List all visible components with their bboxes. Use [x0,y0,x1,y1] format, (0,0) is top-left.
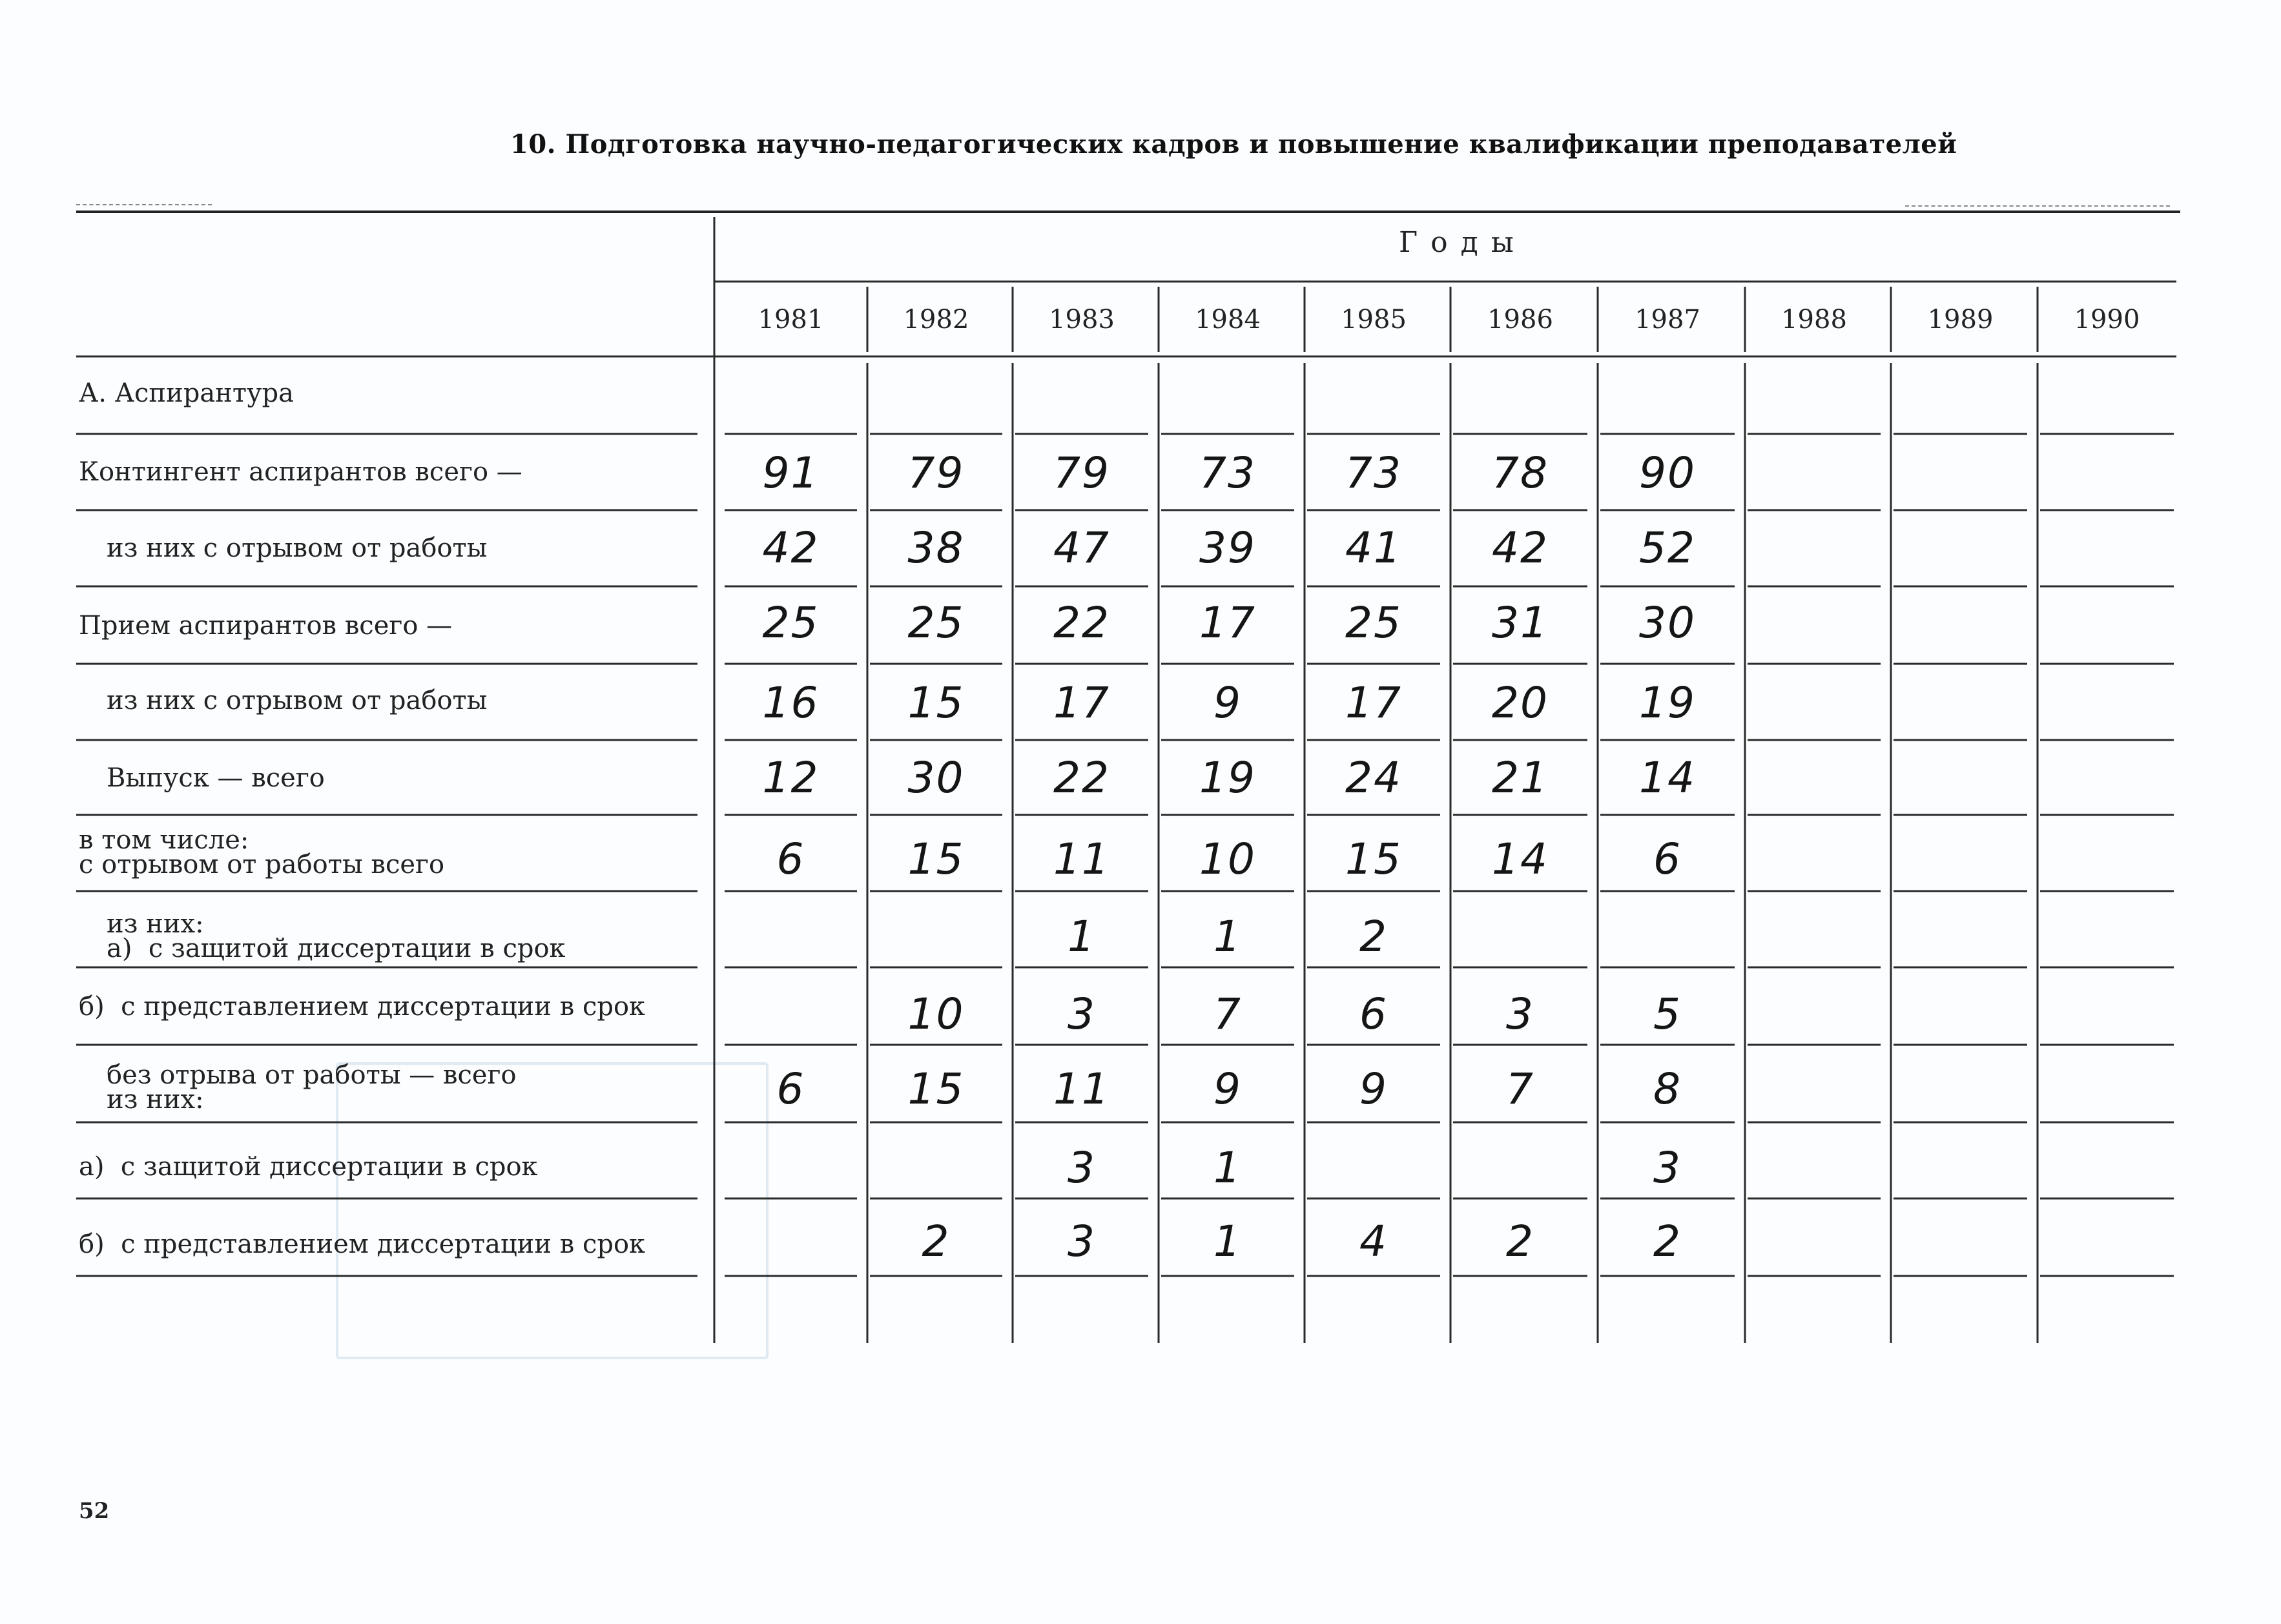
cell-value: 52 [1639,523,1696,573]
cell-value: 22 [1053,598,1110,648]
cell-value: 7 [1506,1064,1534,1114]
cell-value: 1 [1213,912,1242,961]
cell-value: 1 [1213,1217,1242,1266]
cell-value: 5 [1653,989,1682,1039]
cell-value: 42 [762,523,820,573]
year-header-9: 1990 [2074,305,2140,334]
cell-value: 15 [907,1064,965,1114]
cell-value: 11 [1053,1064,1110,1114]
cell-value: 1 [1213,1143,1242,1193]
cell-value: 15 [907,834,965,884]
cell-value: 1 [1068,912,1096,961]
cell-value: 2 [1359,912,1388,961]
row-label-1: Контингент аспирантов всего — [79,457,522,487]
cell-value: 10 [907,989,965,1039]
cell-value: 6 [776,834,805,884]
year-header-6: 1987 [1635,305,1700,334]
cell-value: 4 [1359,1217,1388,1266]
page-title: 10. Подготовка научно-педагогических кадров и повышение квалификации преподавателей [510,129,1957,159]
cell-value: 14 [1639,753,1696,803]
row-label-8: б) с представлением диссертации в срок [79,992,646,1022]
year-header-4: 1985 [1341,305,1407,334]
cell-value: 25 [907,598,965,648]
row-label-7: из них: а) с защитой диссертации в срок [107,909,566,963]
cell-value: 7 [1213,989,1242,1039]
row-label-10: а) с защитой диссертации в срок [79,1152,538,1182]
cell-value: 17 [1345,678,1402,728]
cell-value: 3 [1653,1143,1682,1193]
cell-value: 38 [907,523,965,573]
cell-value: 79 [907,448,965,498]
cell-value: 22 [1053,753,1110,803]
cell-value: 15 [907,678,965,728]
cell-value: 20 [1492,678,1549,728]
cell-value: 14 [1492,834,1549,884]
cell-value: 17 [1199,598,1256,648]
cell-value: 3 [1068,989,1096,1039]
cell-value: 6 [1653,834,1682,884]
cell-value: 9 [1213,678,1242,728]
cell-value: 41 [1345,523,1402,573]
cell-value: 9 [1359,1064,1388,1114]
cell-value: 3 [1068,1143,1096,1193]
cell-value: 16 [762,678,820,728]
row-label-2: из них с отрывом от работы [107,533,488,563]
cell-value: 73 [1345,448,1402,498]
cell-value: 21 [1492,753,1549,803]
row-label-0: А. Аспирантура [79,378,294,408]
row-label-6: в том числе: с отрывом от работы всего [79,825,445,879]
cell-value: 17 [1053,678,1110,728]
cell-value: 25 [1345,598,1402,648]
cell-value: 78 [1492,448,1549,498]
cell-value: 19 [1639,678,1696,728]
row-label-4: из них с отрывом от работы [107,686,488,715]
cell-value: 30 [1639,598,1696,648]
year-header-0: 1981 [758,305,824,334]
cell-value: 73 [1199,448,1256,498]
row-label-5: Выпуск — всего [107,763,325,793]
cell-value: 79 [1053,448,1110,498]
cell-value: 2 [1506,1217,1534,1266]
cell-value: 9 [1213,1064,1242,1114]
cell-value: 24 [1345,753,1402,803]
cell-value: 6 [1359,989,1388,1039]
year-header-5: 1986 [1487,305,1553,334]
year-header-1: 1982 [903,305,969,334]
cell-value: 39 [1199,523,1256,573]
cell-value: 90 [1639,448,1696,498]
cell-value: 19 [1199,753,1256,803]
cell-value: 2 [1653,1217,1682,1266]
cell-value: 91 [762,448,820,498]
cell-value: 11 [1053,834,1110,884]
year-header-3: 1984 [1195,305,1261,334]
years-group-header: Годы [1399,226,1527,259]
cell-value: 31 [1492,598,1549,648]
cell-value: 3 [1506,989,1534,1039]
year-header-7: 1988 [1781,305,1847,334]
cell-value: 42 [1492,523,1549,573]
cell-value: 2 [922,1217,951,1266]
cell-value: 3 [1068,1217,1096,1266]
cell-value: 12 [762,753,820,803]
cell-value: 47 [1053,523,1110,573]
page-number: 52 [79,1498,110,1524]
cell-value: 30 [907,753,965,803]
cell-value: 10 [1199,834,1256,884]
year-header-8: 1989 [1927,305,1994,334]
row-label-3: Прием аспирантов всего — [79,611,453,641]
cell-value: 15 [1345,834,1402,884]
cell-value: 6 [776,1064,805,1114]
year-header-2: 1983 [1049,305,1115,334]
cell-value: 8 [1653,1064,1682,1114]
row-label-9: без отрыва от работы — всего из них: [107,1060,517,1115]
row-label-11: б) с представлением диссертации в срок [79,1229,646,1259]
cell-value: 25 [762,598,820,648]
